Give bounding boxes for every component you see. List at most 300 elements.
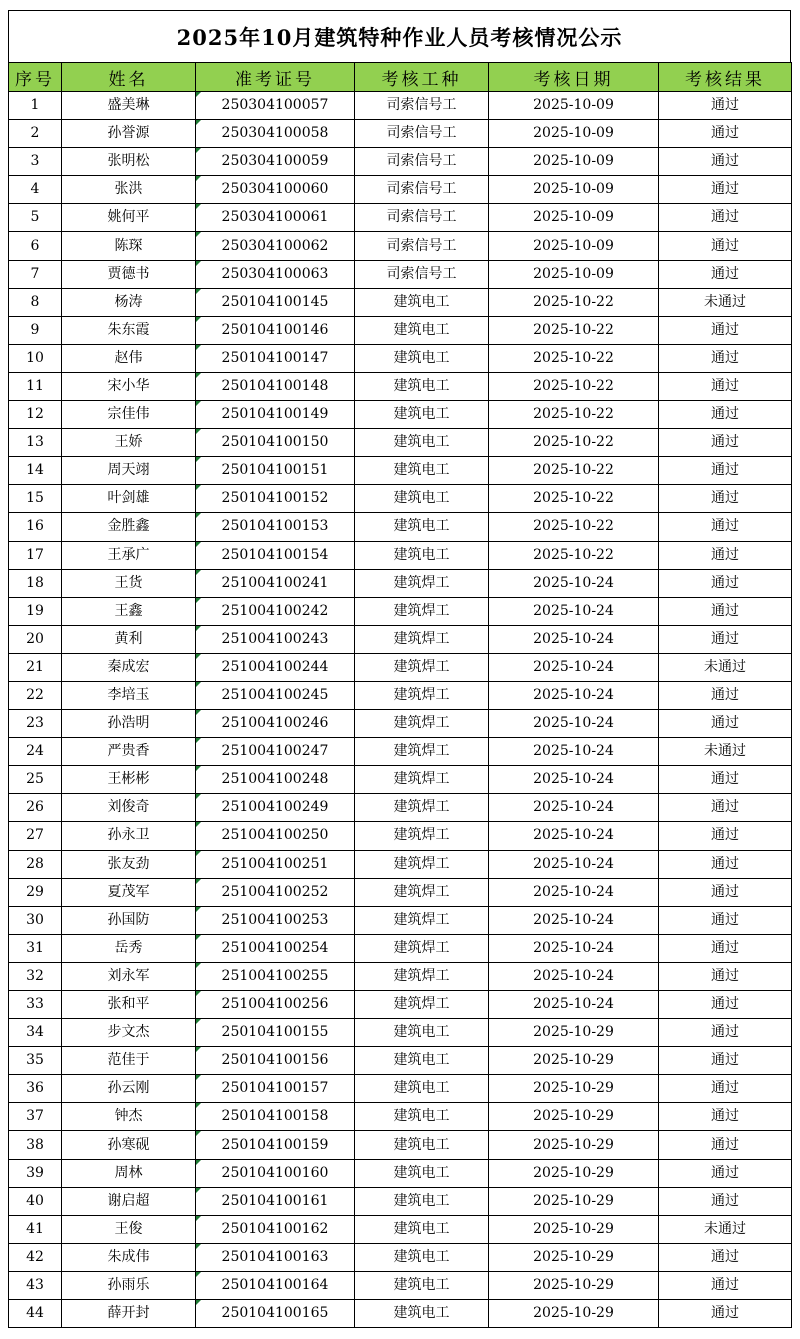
exam-date-cell: 2025-10-09 xyxy=(489,120,659,148)
result-cell: 通过 xyxy=(659,260,792,288)
result-cell: 通过 xyxy=(659,176,792,204)
serial-no-cell: 33 xyxy=(9,991,62,1019)
exam-number-cell: 250304100057 xyxy=(196,92,355,120)
table-row xyxy=(9,850,792,878)
job-type-cell: 建筑电工 xyxy=(355,1131,489,1159)
table-row xyxy=(9,204,792,232)
serial-no-cell: 20 xyxy=(9,625,62,653)
job-type-cell: 建筑电工 xyxy=(355,1271,489,1299)
exam-number-cell: 250304100061 xyxy=(196,204,355,232)
serial-no-cell: 1 xyxy=(9,92,62,120)
job-type-cell: 建筑电工 xyxy=(355,1300,489,1328)
result-cell: 通过 xyxy=(659,232,792,260)
name-cell: 赵伟 xyxy=(62,344,196,372)
job-type-cell: 建筑电工 xyxy=(355,541,489,569)
job-type-cell: 建筑焊工 xyxy=(355,766,489,794)
exam-date-cell: 2025-10-29 xyxy=(489,1047,659,1075)
exam-date-cell: 2025-10-24 xyxy=(489,794,659,822)
serial-no-cell: 22 xyxy=(9,681,62,709)
serial-no-cell: 19 xyxy=(9,597,62,625)
table-row xyxy=(9,1159,792,1187)
result-cell: 通过 xyxy=(659,1159,792,1187)
job-type-cell: 建筑电工 xyxy=(355,513,489,541)
result-cell: 通过 xyxy=(659,681,792,709)
serial-no-cell: 6 xyxy=(9,232,62,260)
serial-no-cell: 5 xyxy=(9,204,62,232)
serial-no-cell: 11 xyxy=(9,372,62,400)
exam-date-cell: 2025-10-29 xyxy=(489,1187,659,1215)
serial-no-cell: 7 xyxy=(9,260,62,288)
result-cell: 通过 xyxy=(659,625,792,653)
table-row xyxy=(9,513,792,541)
page-title: 2025年10月建筑特种作业人员考核情况公示 xyxy=(8,10,791,62)
name-cell: 刘俊奇 xyxy=(62,794,196,822)
result-cell: 通过 xyxy=(659,1075,792,1103)
table-row xyxy=(9,962,792,990)
exam-date-cell: 2025-10-24 xyxy=(489,738,659,766)
table-row xyxy=(9,1075,792,1103)
table-row xyxy=(9,316,792,344)
result-cell: 通过 xyxy=(659,485,792,513)
result-cell: 通过 xyxy=(659,1019,792,1047)
table-row xyxy=(9,1300,792,1328)
header-job-type: 考核工种 xyxy=(355,63,489,92)
exam-date-cell: 2025-10-29 xyxy=(489,1271,659,1299)
results-table xyxy=(8,62,792,1328)
serial-no-cell: 25 xyxy=(9,766,62,794)
exam-date-cell: 2025-10-29 xyxy=(489,1159,659,1187)
table-row xyxy=(9,738,792,766)
exam-number-cell: 251004100249 xyxy=(196,794,355,822)
serial-no-cell: 35 xyxy=(9,1047,62,1075)
job-type-cell: 建筑电工 xyxy=(355,316,489,344)
exam-date-cell: 2025-10-29 xyxy=(489,1243,659,1271)
exam-date-cell: 2025-10-09 xyxy=(489,92,659,120)
table-row xyxy=(9,344,792,372)
exam-number-cell: 250304100059 xyxy=(196,148,355,176)
exam-number-cell: 250304100063 xyxy=(196,260,355,288)
table-row xyxy=(9,1243,792,1271)
name-cell: 刘永军 xyxy=(62,962,196,990)
name-cell: 朱东霞 xyxy=(62,316,196,344)
serial-no-cell: 21 xyxy=(9,653,62,681)
table-row xyxy=(9,401,792,429)
serial-no-cell: 4 xyxy=(9,176,62,204)
exam-date-cell: 2025-10-22 xyxy=(489,485,659,513)
result-cell: 通过 xyxy=(659,878,792,906)
exam-date-cell: 2025-10-29 xyxy=(489,1019,659,1047)
exam-number-cell: 250104100147 xyxy=(196,344,355,372)
exam-number-cell: 251004100248 xyxy=(196,766,355,794)
result-cell: 通过 xyxy=(659,766,792,794)
name-cell: 孙国防 xyxy=(62,906,196,934)
name-cell: 周林 xyxy=(62,1159,196,1187)
name-cell: 黄利 xyxy=(62,625,196,653)
name-cell: 孙永卫 xyxy=(62,822,196,850)
name-cell: 岳秀 xyxy=(62,934,196,962)
job-type-cell: 司索信号工 xyxy=(355,204,489,232)
name-cell: 宋小华 xyxy=(62,372,196,400)
name-cell: 孙雨乐 xyxy=(62,1271,196,1299)
serial-no-cell: 18 xyxy=(9,569,62,597)
table-row xyxy=(9,766,792,794)
name-cell: 张洪 xyxy=(62,176,196,204)
result-cell: 通过 xyxy=(659,1243,792,1271)
serial-no-cell: 44 xyxy=(9,1300,62,1328)
table-row xyxy=(9,822,792,850)
serial-no-cell: 29 xyxy=(9,878,62,906)
exam-date-cell: 2025-10-24 xyxy=(489,962,659,990)
name-cell: 钟杰 xyxy=(62,1103,196,1131)
serial-no-cell: 15 xyxy=(9,485,62,513)
exam-number-cell: 251004100241 xyxy=(196,569,355,597)
job-type-cell: 建筑焊工 xyxy=(355,710,489,738)
serial-no-cell: 37 xyxy=(9,1103,62,1131)
name-cell: 宗佳伟 xyxy=(62,401,196,429)
serial-no-cell: 9 xyxy=(9,316,62,344)
table-row xyxy=(9,710,792,738)
result-cell: 通过 xyxy=(659,316,792,344)
result-cell: 通过 xyxy=(659,1047,792,1075)
job-type-cell: 建筑电工 xyxy=(355,457,489,485)
exam-number-cell: 250104100152 xyxy=(196,485,355,513)
exam-date-cell: 2025-10-09 xyxy=(489,148,659,176)
exam-number-cell: 250104100164 xyxy=(196,1271,355,1299)
table-row xyxy=(9,372,792,400)
result-cell: 通过 xyxy=(659,850,792,878)
serial-no-cell: 10 xyxy=(9,344,62,372)
job-type-cell: 建筑焊工 xyxy=(355,878,489,906)
serial-no-cell: 28 xyxy=(9,850,62,878)
job-type-cell: 建筑电工 xyxy=(355,344,489,372)
serial-no-cell: 30 xyxy=(9,906,62,934)
job-type-cell: 建筑焊工 xyxy=(355,569,489,597)
table-row xyxy=(9,597,792,625)
exam-date-cell: 2025-10-22 xyxy=(489,344,659,372)
table-row xyxy=(9,681,792,709)
job-type-cell: 建筑焊工 xyxy=(355,625,489,653)
exam-date-cell: 2025-10-09 xyxy=(489,176,659,204)
table-row xyxy=(9,1047,792,1075)
job-type-cell: 司索信号工 xyxy=(355,92,489,120)
exam-number-cell: 250304100062 xyxy=(196,232,355,260)
job-type-cell: 建筑焊工 xyxy=(355,962,489,990)
result-cell: 未通过 xyxy=(659,1215,792,1243)
serial-no-cell: 27 xyxy=(9,822,62,850)
serial-no-cell: 16 xyxy=(9,513,62,541)
job-type-cell: 司索信号工 xyxy=(355,260,489,288)
job-type-cell: 建筑电工 xyxy=(355,288,489,316)
table-row xyxy=(9,176,792,204)
table-row xyxy=(9,429,792,457)
exam-date-cell: 2025-10-29 xyxy=(489,1075,659,1103)
name-cell: 周天翊 xyxy=(62,457,196,485)
result-cell: 通过 xyxy=(659,372,792,400)
serial-no-cell: 24 xyxy=(9,738,62,766)
exam-number-cell: 250104100146 xyxy=(196,316,355,344)
job-type-cell: 建筑电工 xyxy=(355,1159,489,1187)
name-cell: 陈琛 xyxy=(62,232,196,260)
exam-date-cell: 2025-10-29 xyxy=(489,1215,659,1243)
exam-number-cell: 251004100256 xyxy=(196,991,355,1019)
exam-date-cell: 2025-10-22 xyxy=(489,457,659,485)
job-type-cell: 建筑焊工 xyxy=(355,653,489,681)
name-cell: 贾德书 xyxy=(62,260,196,288)
job-type-cell: 建筑电工 xyxy=(355,485,489,513)
exam-date-cell: 2025-10-24 xyxy=(489,878,659,906)
name-cell: 范佳于 xyxy=(62,1047,196,1075)
table-row xyxy=(9,1131,792,1159)
exam-date-cell: 2025-10-22 xyxy=(489,541,659,569)
result-cell: 通过 xyxy=(659,822,792,850)
job-type-cell: 建筑焊工 xyxy=(355,738,489,766)
exam-number-cell: 250104100155 xyxy=(196,1019,355,1047)
name-cell: 王鑫 xyxy=(62,597,196,625)
exam-date-cell: 2025-10-24 xyxy=(489,991,659,1019)
table-row xyxy=(9,1019,792,1047)
table-row xyxy=(9,232,792,260)
exam-date-cell: 2025-10-29 xyxy=(489,1300,659,1328)
serial-no-cell: 3 xyxy=(9,148,62,176)
serial-no-cell: 38 xyxy=(9,1131,62,1159)
serial-no-cell: 41 xyxy=(9,1215,62,1243)
job-type-cell: 建筑电工 xyxy=(355,1047,489,1075)
serial-no-cell: 39 xyxy=(9,1159,62,1187)
table-row xyxy=(9,1103,792,1131)
exam-number-cell: 250104100151 xyxy=(196,457,355,485)
name-cell: 王娇 xyxy=(62,429,196,457)
header-name: 姓名 xyxy=(62,63,196,92)
exam-number-cell: 251004100246 xyxy=(196,710,355,738)
serial-no-cell: 14 xyxy=(9,457,62,485)
name-cell: 姚何平 xyxy=(62,204,196,232)
serial-no-cell: 23 xyxy=(9,710,62,738)
job-type-cell: 建筑焊工 xyxy=(355,906,489,934)
name-cell: 王货 xyxy=(62,569,196,597)
result-cell: 通过 xyxy=(659,429,792,457)
job-type-cell: 建筑电工 xyxy=(355,1243,489,1271)
table-row xyxy=(9,148,792,176)
table-body xyxy=(9,92,792,1328)
exam-number-cell: 250104100158 xyxy=(196,1103,355,1131)
exam-date-cell: 2025-10-22 xyxy=(489,429,659,457)
exam-date-cell: 2025-10-24 xyxy=(489,653,659,681)
header-exam-date: 考核日期 xyxy=(489,63,659,92)
result-cell: 通过 xyxy=(659,457,792,485)
serial-no-cell: 2 xyxy=(9,120,62,148)
name-cell: 杨涛 xyxy=(62,288,196,316)
exam-number-cell: 251004100253 xyxy=(196,906,355,934)
exam-number-cell: 251004100242 xyxy=(196,597,355,625)
table-row xyxy=(9,794,792,822)
name-cell: 夏茂军 xyxy=(62,878,196,906)
exam-date-cell: 2025-10-22 xyxy=(489,372,659,400)
job-type-cell: 司索信号工 xyxy=(355,148,489,176)
exam-date-cell: 2025-10-24 xyxy=(489,906,659,934)
result-cell: 通过 xyxy=(659,794,792,822)
name-cell: 张和平 xyxy=(62,991,196,1019)
exam-number-cell: 250104100157 xyxy=(196,1075,355,1103)
exam-date-cell: 2025-10-24 xyxy=(489,681,659,709)
result-cell: 通过 xyxy=(659,1187,792,1215)
result-cell: 通过 xyxy=(659,148,792,176)
job-type-cell: 建筑电工 xyxy=(355,429,489,457)
job-type-cell: 建筑焊工 xyxy=(355,597,489,625)
exam-date-cell: 2025-10-29 xyxy=(489,1131,659,1159)
job-type-cell: 建筑电工 xyxy=(355,372,489,400)
name-cell: 孙云刚 xyxy=(62,1075,196,1103)
table-row xyxy=(9,260,792,288)
result-cell: 通过 xyxy=(659,1271,792,1299)
name-cell: 张友劲 xyxy=(62,850,196,878)
exam-number-cell: 251004100250 xyxy=(196,822,355,850)
table-row xyxy=(9,625,792,653)
result-cell: 通过 xyxy=(659,934,792,962)
exam-number-cell: 251004100245 xyxy=(196,681,355,709)
exam-number-cell: 250104100162 xyxy=(196,1215,355,1243)
job-type-cell: 司索信号工 xyxy=(355,120,489,148)
result-cell: 通过 xyxy=(659,597,792,625)
serial-no-cell: 8 xyxy=(9,288,62,316)
name-cell: 叶剑雄 xyxy=(62,485,196,513)
exam-date-cell: 2025-10-22 xyxy=(489,316,659,344)
exam-date-cell: 2025-10-24 xyxy=(489,597,659,625)
result-cell: 通过 xyxy=(659,710,792,738)
exam-date-cell: 2025-10-24 xyxy=(489,822,659,850)
job-type-cell: 建筑焊工 xyxy=(355,991,489,1019)
job-type-cell: 建筑电工 xyxy=(355,1103,489,1131)
job-type-cell: 建筑焊工 xyxy=(355,850,489,878)
name-cell: 王俊 xyxy=(62,1215,196,1243)
result-cell: 通过 xyxy=(659,344,792,372)
table-row xyxy=(9,541,792,569)
result-cell: 通过 xyxy=(659,569,792,597)
exam-date-cell: 2025-10-22 xyxy=(489,288,659,316)
exam-number-cell: 251004100243 xyxy=(196,625,355,653)
serial-no-cell: 32 xyxy=(9,962,62,990)
job-type-cell: 建筑电工 xyxy=(355,1187,489,1215)
serial-no-cell: 36 xyxy=(9,1075,62,1103)
table-row xyxy=(9,92,792,120)
job-type-cell: 司索信号工 xyxy=(355,232,489,260)
result-cell: 未通过 xyxy=(659,288,792,316)
exam-date-cell: 2025-10-24 xyxy=(489,710,659,738)
serial-no-cell: 13 xyxy=(9,429,62,457)
exam-number-cell: 250304100058 xyxy=(196,120,355,148)
serial-no-cell: 34 xyxy=(9,1019,62,1047)
table-row xyxy=(9,457,792,485)
name-cell: 秦成宏 xyxy=(62,653,196,681)
exam-date-cell: 2025-10-24 xyxy=(489,850,659,878)
result-cell: 通过 xyxy=(659,1131,792,1159)
table-row xyxy=(9,485,792,513)
job-type-cell: 建筑焊工 xyxy=(355,934,489,962)
exam-date-cell: 2025-10-24 xyxy=(489,625,659,653)
result-cell: 通过 xyxy=(659,906,792,934)
result-cell: 通过 xyxy=(659,401,792,429)
job-type-cell: 建筑电工 xyxy=(355,401,489,429)
header-result: 考核结果 xyxy=(659,63,792,92)
name-cell: 孙寒砚 xyxy=(62,1131,196,1159)
exam-date-cell: 2025-10-24 xyxy=(489,766,659,794)
exam-number-cell: 251004100254 xyxy=(196,934,355,962)
header-exam-number: 准考证号 xyxy=(196,63,355,92)
table-row xyxy=(9,878,792,906)
exam-number-cell: 251004100251 xyxy=(196,850,355,878)
job-type-cell: 建筑焊工 xyxy=(355,822,489,850)
name-cell: 严贵香 xyxy=(62,738,196,766)
name-cell: 薛开封 xyxy=(62,1300,196,1328)
name-cell: 王彬彬 xyxy=(62,766,196,794)
exam-number-cell: 250104100154 xyxy=(196,541,355,569)
name-cell: 李培玉 xyxy=(62,681,196,709)
job-type-cell: 建筑电工 xyxy=(355,1075,489,1103)
header-serial-no: 序号 xyxy=(9,63,62,92)
exam-number-cell: 250104100148 xyxy=(196,372,355,400)
name-cell: 孙浩明 xyxy=(62,710,196,738)
table-row xyxy=(9,934,792,962)
table-row xyxy=(9,1215,792,1243)
result-cell: 未通过 xyxy=(659,653,792,681)
job-type-cell: 建筑电工 xyxy=(355,1215,489,1243)
name-cell: 金胜鑫 xyxy=(62,513,196,541)
exam-number-cell: 250304100060 xyxy=(196,176,355,204)
exam-number-cell: 250104100145 xyxy=(196,288,355,316)
exam-number-cell: 250104100149 xyxy=(196,401,355,429)
exam-number-cell: 250104100160 xyxy=(196,1159,355,1187)
serial-no-cell: 42 xyxy=(9,1243,62,1271)
name-cell: 盛美琳 xyxy=(62,92,196,120)
name-cell: 谢启超 xyxy=(62,1187,196,1215)
result-cell: 通过 xyxy=(659,92,792,120)
table-row xyxy=(9,569,792,597)
exam-number-cell: 250104100161 xyxy=(196,1187,355,1215)
serial-no-cell: 43 xyxy=(9,1271,62,1299)
exam-number-cell: 251004100255 xyxy=(196,962,355,990)
job-type-cell: 建筑焊工 xyxy=(355,794,489,822)
exam-number-cell: 251004100244 xyxy=(196,653,355,681)
name-cell: 张明松 xyxy=(62,148,196,176)
exam-date-cell: 2025-10-29 xyxy=(489,1103,659,1131)
result-cell: 通过 xyxy=(659,513,792,541)
name-cell: 孙誉源 xyxy=(62,120,196,148)
result-cell: 未通过 xyxy=(659,738,792,766)
name-cell: 朱成伟 xyxy=(62,1243,196,1271)
result-cell: 通过 xyxy=(659,541,792,569)
exam-date-cell: 2025-10-24 xyxy=(489,569,659,597)
exam-number-cell: 250104100153 xyxy=(196,513,355,541)
exam-date-cell: 2025-10-09 xyxy=(489,232,659,260)
exam-number-cell: 251004100247 xyxy=(196,738,355,766)
serial-no-cell: 17 xyxy=(9,541,62,569)
result-cell: 通过 xyxy=(659,1300,792,1328)
result-cell: 通过 xyxy=(659,962,792,990)
table-row xyxy=(9,288,792,316)
serial-no-cell: 31 xyxy=(9,934,62,962)
table-row xyxy=(9,120,792,148)
exam-date-cell: 2025-10-22 xyxy=(489,513,659,541)
exam-number-cell: 251004100252 xyxy=(196,878,355,906)
serial-no-cell: 40 xyxy=(9,1187,62,1215)
result-cell: 通过 xyxy=(659,204,792,232)
job-type-cell: 建筑电工 xyxy=(355,1019,489,1047)
exam-number-cell: 250104100165 xyxy=(196,1300,355,1328)
exam-date-cell: 2025-10-22 xyxy=(489,401,659,429)
table-row xyxy=(9,991,792,1019)
exam-date-cell: 2025-10-09 xyxy=(489,204,659,232)
exam-date-cell: 2025-10-24 xyxy=(489,934,659,962)
serial-no-cell: 12 xyxy=(9,401,62,429)
